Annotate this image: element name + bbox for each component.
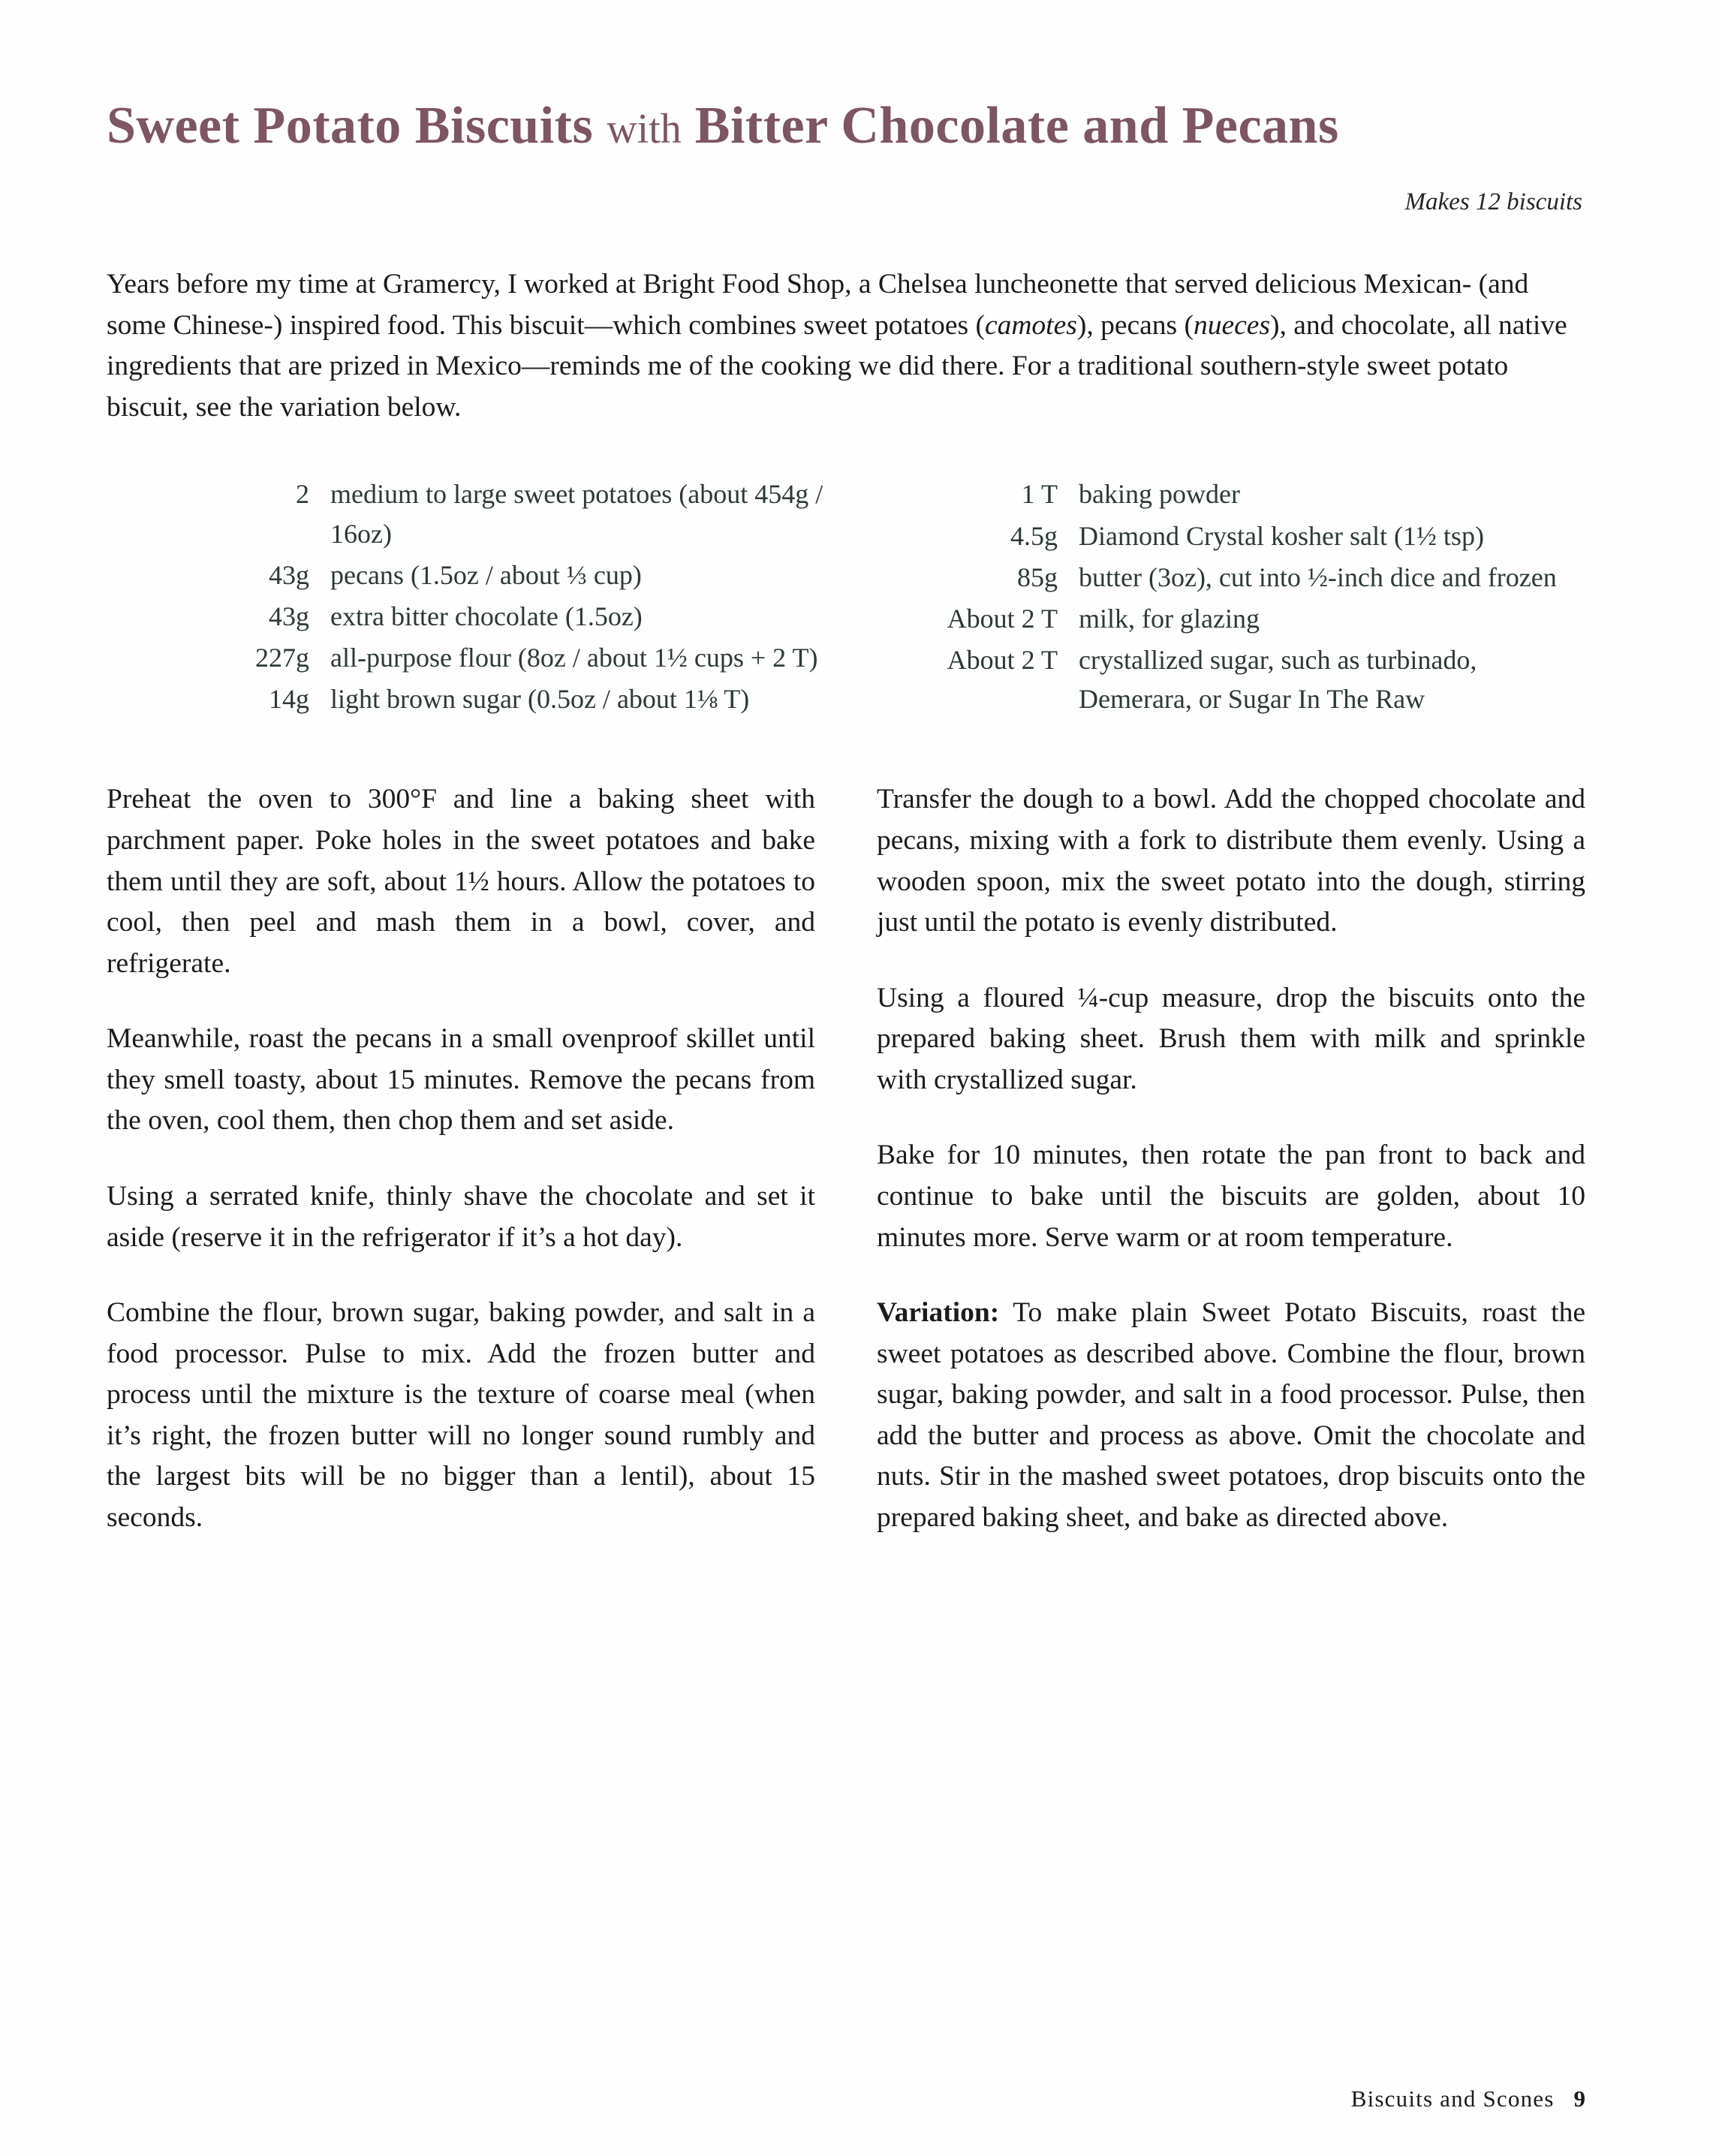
ingredient-row [885,640,1585,718]
ingredient-quantity: 14g [269,684,309,715]
instruction-paragraph: Transfer the dough to a bowl. Add the chopped chocolate and pecans, mixing with a fork to distribute them evenly. Using a wooden spoon, mix the sweet potato into the dough, stirring just until the potato is evenly distributed. [877,784,1585,938]
ingredient-quantity: 4.5g [1010,520,1058,551]
ingredient-row [885,474,1585,513]
variation-paragraph [877,1293,1585,1538]
ingredient-name: butter (3oz), cut into ½-inch dice and frozen [1079,562,1557,592]
instruction-paragraph: Combine the flour, brown sugar, baking powder, and salt in a food processor. Pulse to mix. Add the frozen butter and process until the mixture is the texture of coarse meal (when it’s right, the frozen butter will no longer sound rumbly and the largest bits will be no bigger than a lentil), about 15 seconds. [107,1297,815,1533]
ingredient-quantity: 43g [269,559,309,590]
title-connector: with [607,106,682,152]
page-footer [107,2085,1585,2112]
instructions-column-right [877,779,1585,1538]
instructions-column-left [107,779,815,1538]
ingredient-quantity: About 2 T [947,603,1058,634]
ingredient-quantity: 2 [296,479,309,510]
ingredient-name: extra bitter chocolate (1.5oz) [330,601,643,631]
ingredient-row [197,556,846,595]
headnote-text: ), and chocolate, all native ingredients that are prized in Mexico—reminds me of the cooking we did there. For a traditional southern-style sweet potato biscuit, see the variation below. [107,309,1567,423]
ingredient-name: pecans (1.5oz / about ⅓ cup) [330,559,642,590]
ingredients-column-right [846,474,1585,721]
ingredients-column-left [107,474,846,721]
ingredient-quantity: 85g [1017,562,1058,592]
ingredient-name: crystallized sugar, such as turbinado, Demerara, or Sugar In The Raw [1079,645,1477,715]
variation-text: To make plain Sweet Potato Biscuits, roast the sweet potatoes as described above. Combine the flour, brown sugar, baking powder, and salt in a food processor. Pulse, then add the butter and process as above. Omit the chocolate and nuts. Stir in the mashed sweet potatoes, drop biscuits onto the prepared baking sheet, and bake as directed above. [877,1297,1585,1533]
ingredient-name: medium to large sweet potatoes (about 454g / 16oz) [330,479,823,549]
headnote-italic-term: nueces [1193,309,1270,341]
ingredients-section [107,474,1585,721]
instruction-paragraph: Bake for 10 minutes, then rotate the pan front to back and continue to bake until the biscuits are golden, about 10 minutes more. Serve warm or at room temperature. [877,1140,1585,1253]
ingredient-row [885,558,1585,597]
page-title [107,0,1585,155]
instruction-paragraph: Using a floured ¼-cup measure, drop the biscuits onto the prepared baking sheet. Brush them with milk and sprinkle with crystallized sugar. [877,982,1585,1095]
yield-note: Makes 12 biscuits [1404,188,1582,216]
footer-page-number: 9 [1573,2085,1585,2112]
headnote-paragraph [107,264,1582,428]
ingredient-name: milk, for glazing [1079,603,1260,634]
ingredient-name: light brown sugar (0.5oz / about 1⅛ T) [330,684,750,715]
ingredient-quantity: 43g [269,601,309,631]
headnote-text: ), pecans ( [1076,309,1194,341]
variation-label: Variation: [877,1297,1000,1329]
title-part-1: Sweet Potato Biscuits [107,97,594,155]
instruction-paragraph: Preheat the oven to 300°F and line a baking sheet with parchment paper. Poke holes in the sweet potatoes and bake them until they are soft, about 1½ hours. Allow the potatoes to cool, then peel and mash them in a bowl, cover, and refrigerate. [107,784,815,979]
page-content [107,0,1585,1538]
ingredient-quantity: About 2 T [947,645,1058,676]
instruction-paragraph: Meanwhile, roast the pecans in a small ovenproof skillet until they smell toasty, about 15 minutes. Remove the pecans from the oven, cool them, then chop them and set aside. [107,1023,815,1137]
ingredient-row [885,516,1585,556]
ingredient-quantity: 1 T [1021,479,1058,510]
instructions-section [107,779,1585,1538]
ingredient-name: all-purpose flour (8oz / about 1½ cups + 2 T) [330,643,818,673]
ingredient-quantity: 227g [255,643,309,673]
ingredient-row [197,474,846,553]
headnote-italic-term: camotes [984,309,1077,341]
instruction-paragraph: Using a serrated knife, thinly shave the chocolate and set it aside (reserve it in the refrigerator if it’s a hot day). [107,1180,815,1253]
title-part-2: Bitter Chocolate and Pecans [694,97,1339,155]
ingredient-row [197,597,846,636]
ingredient-row [197,679,846,718]
ingredient-row [197,638,846,677]
ingredient-name: Diamond Crystal kosher salt (1½ tsp) [1079,520,1484,551]
ingredient-row [885,599,1585,638]
footer-chapter: Biscuits and Scones [1350,2085,1555,2112]
ingredient-name: baking powder [1079,479,1240,510]
headnote-text: Years before my time at Gramercy, I worked at Bright Food Shop, a Chelsea luncheonette that served delicious Mexican- (and some Chinese-) inspired food. This biscuit—which combines sweet potatoes ( [107,269,1529,341]
